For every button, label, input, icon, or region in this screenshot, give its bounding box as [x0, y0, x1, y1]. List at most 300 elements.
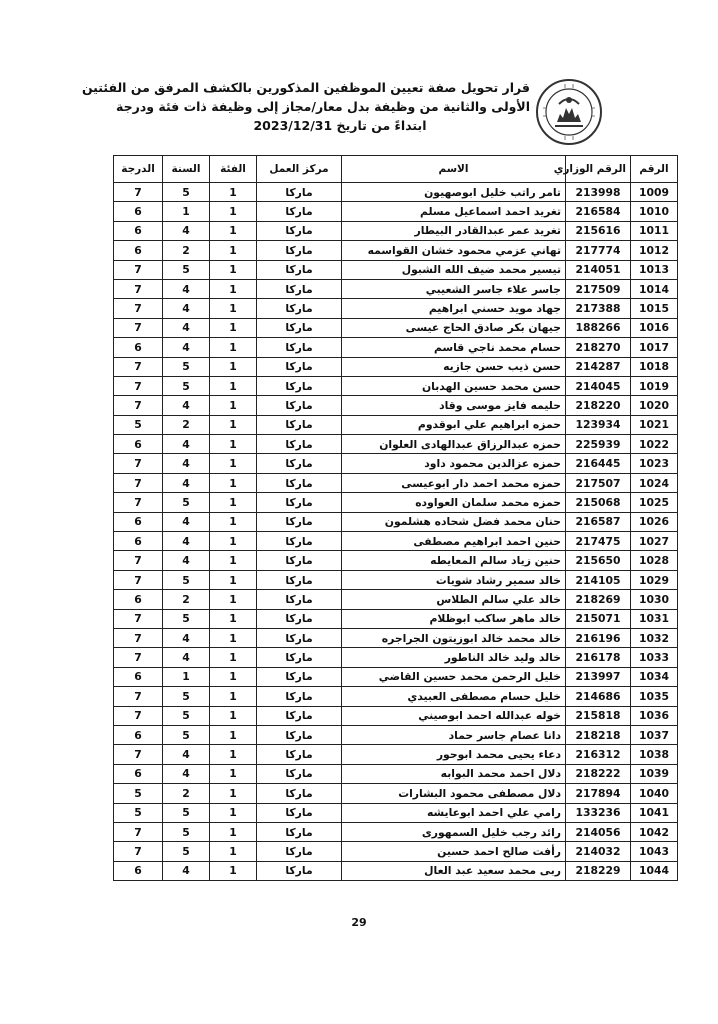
col-work-center: مركز العمل [257, 156, 342, 183]
year-cell: 4 [163, 648, 210, 667]
grade-cell: 7 [114, 706, 163, 725]
grade-cell: 7 [114, 357, 163, 376]
work-center-cell: ماركا [257, 512, 342, 531]
grade-cell: 6 [114, 764, 163, 783]
ministry-number-cell: 215068 [566, 493, 631, 512]
grade-cell: 7 [114, 299, 163, 318]
col-name: الاسم [342, 156, 566, 183]
employee-name-cell: خالد علي سالم الطلاس [342, 590, 566, 609]
ministry-number-cell: 214032 [566, 842, 631, 861]
table-row [114, 318, 678, 337]
employee-name-cell: خوله عبدالله احمد ابوصيني [342, 706, 566, 725]
category-cell: 1 [210, 532, 257, 551]
category-cell: 1 [210, 784, 257, 803]
row-number-cell: 1009 [631, 183, 678, 202]
category-cell: 1 [210, 764, 257, 783]
category-cell: 1 [210, 512, 257, 531]
work-center-cell: ماركا [257, 706, 342, 725]
work-center-cell: ماركا [257, 435, 342, 454]
table-row [114, 764, 678, 783]
year-cell: 4 [163, 454, 210, 473]
category-cell: 1 [210, 202, 257, 221]
grade-cell: 6 [114, 532, 163, 551]
employee-name-cell: حنان محمد فضل شحاده هشلمون [342, 512, 566, 531]
grade-cell: 7 [114, 454, 163, 473]
category-cell: 1 [210, 842, 257, 861]
year-cell: 4 [163, 279, 210, 298]
table-row [114, 667, 678, 686]
employee-name-cell: تيسير محمد ضيف الله الشبول [342, 260, 566, 279]
grade-cell: 7 [114, 842, 163, 861]
year-cell: 5 [163, 260, 210, 279]
category-cell: 1 [210, 183, 257, 202]
year-cell: 4 [163, 221, 210, 240]
table-row [114, 338, 678, 357]
ministry-number-cell: 214056 [566, 822, 631, 841]
grade-cell: 7 [114, 745, 163, 764]
ministry-number-cell: 218220 [566, 396, 631, 415]
employee-name-cell: رائد رجب خليل السمهورى [342, 822, 566, 841]
work-center-cell: ماركا [257, 803, 342, 822]
row-number-cell: 1036 [631, 706, 678, 725]
work-center-cell: ماركا [257, 376, 342, 395]
work-center-cell: ماركا [257, 357, 342, 376]
category-cell: 1 [210, 803, 257, 822]
employee-name-cell: حسن محمد حسين الهدبان [342, 376, 566, 395]
table-row [114, 493, 678, 512]
row-number-cell: 1018 [631, 357, 678, 376]
row-number-cell: 1017 [631, 338, 678, 357]
employee-name-cell: حسام محمد ناجي قاسم [342, 338, 566, 357]
ministry-number-cell: 218229 [566, 861, 631, 880]
category-cell: 1 [210, 822, 257, 841]
employee-name-cell: تامر راتب خليل ابوصهيون [342, 183, 566, 202]
ministry-number-cell: 133236 [566, 803, 631, 822]
table-row [114, 357, 678, 376]
table-row [114, 687, 678, 706]
ministry-number-cell: 213998 [566, 183, 631, 202]
table-row [114, 221, 678, 240]
work-center-cell: ماركا [257, 493, 342, 512]
row-number-cell: 1016 [631, 318, 678, 337]
category-cell: 1 [210, 357, 257, 376]
category-cell: 1 [210, 221, 257, 240]
row-number-cell: 1040 [631, 784, 678, 803]
employee-name-cell: خالد محمد خالد ابوزيتون الجراجره [342, 628, 566, 647]
ministry-number-cell: 216178 [566, 648, 631, 667]
col-grade: الدرجة [114, 156, 163, 183]
work-center-cell: ماركا [257, 202, 342, 221]
work-center-cell: ماركا [257, 609, 342, 628]
employee-name-cell: جهاد مويد حسني ابراهيم [342, 299, 566, 318]
work-center-cell: ماركا [257, 260, 342, 279]
employee-name-cell: حمزه محمد سلمان العواوده [342, 493, 566, 512]
ministry-number-cell: 215616 [566, 221, 631, 240]
ministry-number-cell: 217507 [566, 473, 631, 492]
table-row [114, 241, 678, 260]
year-cell: 5 [163, 376, 210, 395]
year-cell: 2 [163, 415, 210, 434]
row-number-cell: 1014 [631, 279, 678, 298]
category-cell: 1 [210, 473, 257, 492]
grade-cell: 7 [114, 396, 163, 415]
year-cell: 4 [163, 628, 210, 647]
category-cell: 1 [210, 725, 257, 744]
work-center-cell: ماركا [257, 861, 342, 880]
category-cell: 1 [210, 299, 257, 318]
employee-name-cell: حنين احمد ابراهيم مصطفى [342, 532, 566, 551]
category-cell: 1 [210, 648, 257, 667]
employees-table [113, 155, 678, 881]
table-row [114, 183, 678, 202]
row-number-cell: 1025 [631, 493, 678, 512]
employee-name-cell: دلال احمد محمد البوابه [342, 764, 566, 783]
year-cell: 4 [163, 338, 210, 357]
title-line-1: قرار تحويل صفة تعيين الموظفين المذكورين بالكشف المرفق من الفئتين [81, 80, 530, 95]
table-row [114, 784, 678, 803]
ministry-number-cell: 218269 [566, 590, 631, 609]
employee-name-cell: خليل الرحمن محمد حسين القاضي [342, 667, 566, 686]
category-cell: 1 [210, 279, 257, 298]
table-row [114, 454, 678, 473]
category-cell: 1 [210, 318, 257, 337]
employee-name-cell: خالد سمير رشاد شويات [342, 570, 566, 589]
employee-name-cell: جاسر علاء جاسر الشعيبي [342, 279, 566, 298]
category-cell: 1 [210, 861, 257, 880]
ministry-number-cell: 217894 [566, 784, 631, 803]
grade-cell: 7 [114, 318, 163, 337]
table-row [114, 551, 678, 570]
year-cell: 1 [163, 202, 210, 221]
category-cell: 1 [210, 493, 257, 512]
col-category: الفئة [210, 156, 257, 183]
grade-cell: 7 [114, 473, 163, 492]
year-cell: 4 [163, 861, 210, 880]
employee-name-cell: خالد ماهر ساكب ابوظلام [342, 609, 566, 628]
grade-cell: 5 [114, 803, 163, 822]
grade-cell: 7 [114, 551, 163, 570]
year-cell: 4 [163, 396, 210, 415]
category-cell: 1 [210, 745, 257, 764]
work-center-cell: ماركا [257, 473, 342, 492]
ministry-seal-icon [535, 78, 603, 146]
year-cell: 2 [163, 590, 210, 609]
grade-cell: 7 [114, 493, 163, 512]
work-center-cell: ماركا [257, 221, 342, 240]
grade-cell: 6 [114, 590, 163, 609]
page-number: 29 [351, 916, 367, 929]
employee-name-cell: حمزه عبدالرزاق عبدالهادى العلوان [342, 435, 566, 454]
category-cell: 1 [210, 706, 257, 725]
work-center-cell: ماركا [257, 532, 342, 551]
row-number-cell: 1042 [631, 822, 678, 841]
work-center-cell: ماركا [257, 415, 342, 434]
row-number-cell: 1013 [631, 260, 678, 279]
ministry-number-cell: 215071 [566, 609, 631, 628]
table-row [114, 415, 678, 434]
employee-name-cell: حنين زياد سالم المعايطه [342, 551, 566, 570]
ministry-number-cell: 215650 [566, 551, 631, 570]
grade-cell: 7 [114, 260, 163, 279]
grade-cell: 6 [114, 725, 163, 744]
year-cell: 4 [163, 473, 210, 492]
row-number-cell: 1033 [631, 648, 678, 667]
ministry-number-cell: 215818 [566, 706, 631, 725]
row-number-cell: 1041 [631, 803, 678, 822]
year-cell: 5 [163, 687, 210, 706]
table-header-row [114, 156, 678, 183]
grade-cell: 6 [114, 221, 163, 240]
ministry-number-cell: 217774 [566, 241, 631, 260]
year-cell: 4 [163, 551, 210, 570]
work-center-cell: ماركا [257, 551, 342, 570]
work-center-cell: ماركا [257, 241, 342, 260]
grade-cell: 7 [114, 822, 163, 841]
work-center-cell: ماركا [257, 318, 342, 337]
year-cell: 4 [163, 318, 210, 337]
grade-cell: 6 [114, 861, 163, 880]
title-line-2: الأولى والثانية من وظيفة بدل معار/مجاز إلى وظيفة ذات فئة ودرجة [116, 99, 530, 114]
category-cell: 1 [210, 338, 257, 357]
table-row [114, 861, 678, 880]
table-row [114, 822, 678, 841]
ministry-number-cell: 218270 [566, 338, 631, 357]
ministry-number-cell: 216587 [566, 512, 631, 531]
work-center-cell: ماركا [257, 764, 342, 783]
grade-cell: 7 [114, 279, 163, 298]
category-cell: 1 [210, 376, 257, 395]
category-cell: 1 [210, 435, 257, 454]
ministry-number-cell: 216445 [566, 454, 631, 473]
grade-cell: 7 [114, 648, 163, 667]
work-center-cell: ماركا [257, 842, 342, 861]
employee-name-cell: حليمه فايز موسى وقاد [342, 396, 566, 415]
year-cell: 4 [163, 532, 210, 551]
employee-name-cell: جيهان بكر صادق الحاج عيسى [342, 318, 566, 337]
year-cell: 4 [163, 764, 210, 783]
category-cell: 1 [210, 570, 257, 589]
grade-cell: 7 [114, 570, 163, 589]
grade-cell: 6 [114, 202, 163, 221]
grade-cell: 6 [114, 512, 163, 531]
year-cell: 4 [163, 435, 210, 454]
ministry-number-cell: 214287 [566, 357, 631, 376]
row-number-cell: 1027 [631, 532, 678, 551]
year-cell: 5 [163, 842, 210, 861]
ministry-number-cell: 214051 [566, 260, 631, 279]
table-row [114, 706, 678, 725]
year-cell: 5 [163, 357, 210, 376]
employee-name-cell: رأفت صالح احمد حسين [342, 842, 566, 861]
ministry-number-cell: 216584 [566, 202, 631, 221]
grade-cell: 5 [114, 415, 163, 434]
year-cell: 5 [163, 609, 210, 628]
row-number-cell: 1038 [631, 745, 678, 764]
table-row [114, 609, 678, 628]
row-number-cell: 1037 [631, 725, 678, 744]
category-cell: 1 [210, 396, 257, 415]
table-row [114, 473, 678, 492]
row-number-cell: 1044 [631, 861, 678, 880]
category-cell: 1 [210, 628, 257, 647]
ministry-number-cell: 225939 [566, 435, 631, 454]
ministry-number-cell: 213997 [566, 667, 631, 686]
col-number: الرقم [631, 156, 678, 183]
row-number-cell: 1019 [631, 376, 678, 395]
row-number-cell: 1028 [631, 551, 678, 570]
work-center-cell: ماركا [257, 687, 342, 706]
employee-name-cell: تغريد احمد اسماعيل مسلم [342, 202, 566, 221]
row-number-cell: 1032 [631, 628, 678, 647]
table-row [114, 376, 678, 395]
row-number-cell: 1034 [631, 667, 678, 686]
row-number-cell: 1031 [631, 609, 678, 628]
work-center-cell: ماركا [257, 667, 342, 686]
table-row [114, 570, 678, 589]
row-number-cell: 1043 [631, 842, 678, 861]
year-cell: 5 [163, 493, 210, 512]
work-center-cell: ماركا [257, 628, 342, 647]
table-row [114, 842, 678, 861]
col-ministry-number: الرقم الوزاري [566, 156, 631, 183]
work-center-cell: ماركا [257, 396, 342, 415]
title-line-3: ابتداءً من تاريخ 2023/12/31 [253, 118, 427, 133]
ministry-number-cell: 216196 [566, 628, 631, 647]
row-number-cell: 1012 [631, 241, 678, 260]
row-number-cell: 1029 [631, 570, 678, 589]
row-number-cell: 1030 [631, 590, 678, 609]
row-number-cell: 1021 [631, 415, 678, 434]
row-number-cell: 1011 [631, 221, 678, 240]
row-number-cell: 1026 [631, 512, 678, 531]
category-cell: 1 [210, 551, 257, 570]
table-row [114, 725, 678, 744]
table-row [114, 396, 678, 415]
work-center-cell: ماركا [257, 590, 342, 609]
row-number-cell: 1022 [631, 435, 678, 454]
table-row [114, 260, 678, 279]
work-center-cell: ماركا [257, 299, 342, 318]
employee-name-cell: ربى محمد سعيد عبد العال [342, 861, 566, 880]
table-row [114, 803, 678, 822]
grade-cell: 7 [114, 628, 163, 647]
grade-cell: 7 [114, 687, 163, 706]
table-row [114, 299, 678, 318]
table-row [114, 512, 678, 531]
ministry-number-cell: 217475 [566, 532, 631, 551]
work-center-cell: ماركا [257, 725, 342, 744]
year-cell: 5 [163, 803, 210, 822]
employee-name-cell: رامي علي احمد ابوعايشه [342, 803, 566, 822]
table-row [114, 532, 678, 551]
row-number-cell: 1020 [631, 396, 678, 415]
table-body [114, 183, 678, 881]
work-center-cell: ماركا [257, 570, 342, 589]
work-center-cell: ماركا [257, 338, 342, 357]
work-center-cell: ماركا [257, 745, 342, 764]
row-number-cell: 1039 [631, 764, 678, 783]
year-cell: 4 [163, 745, 210, 764]
grade-cell: 7 [114, 376, 163, 395]
row-number-cell: 1035 [631, 687, 678, 706]
ministry-number-cell: 217509 [566, 279, 631, 298]
ministry-number-cell: 218218 [566, 725, 631, 744]
row-number-cell: 1010 [631, 202, 678, 221]
grade-cell: 6 [114, 667, 163, 686]
category-cell: 1 [210, 609, 257, 628]
work-center-cell: ماركا [257, 183, 342, 202]
category-cell: 1 [210, 260, 257, 279]
table-row [114, 648, 678, 667]
grade-cell: 6 [114, 241, 163, 260]
work-center-cell: ماركا [257, 784, 342, 803]
employee-name-cell: حمزه ابراهيم علي ابوقدوم [342, 415, 566, 434]
row-number-cell: 1023 [631, 454, 678, 473]
employee-name-cell: تغريد عمر عبدالقادر البيطار [342, 221, 566, 240]
category-cell: 1 [210, 454, 257, 473]
work-center-cell: ماركا [257, 454, 342, 473]
work-center-cell: ماركا [257, 279, 342, 298]
year-cell: 1 [163, 667, 210, 686]
category-cell: 1 [210, 590, 257, 609]
table-row [114, 279, 678, 298]
year-cell: 5 [163, 183, 210, 202]
category-cell: 1 [210, 667, 257, 686]
employee-name-cell: حسن ذيب حسن جازيه [342, 357, 566, 376]
table-row [114, 202, 678, 221]
grade-cell: 6 [114, 338, 163, 357]
table-row [114, 435, 678, 454]
year-cell: 4 [163, 299, 210, 318]
year-cell: 2 [163, 784, 210, 803]
grade-cell: 7 [114, 609, 163, 628]
ministry-number-cell: 214105 [566, 570, 631, 589]
employee-name-cell: دلال مصطفى محمود البشارات [342, 784, 566, 803]
category-cell: 1 [210, 241, 257, 260]
employee-name-cell: خليل حسام مصطفى العبيدي [342, 687, 566, 706]
employee-name-cell: حمزه عزالدين محمود داود [342, 454, 566, 473]
employee-name-cell: تهاني عزمي محمود خشان القواسمه [342, 241, 566, 260]
year-cell: 5 [163, 822, 210, 841]
category-cell: 1 [210, 687, 257, 706]
table-row [114, 745, 678, 764]
ministry-number-cell: 218222 [566, 764, 631, 783]
employee-name-cell: دعاء يحيى محمد ابوحور [342, 745, 566, 764]
year-cell: 5 [163, 706, 210, 725]
ministry-number-cell: 214686 [566, 687, 631, 706]
decision-title [81, 78, 530, 135]
ministry-number-cell: 188266 [566, 318, 631, 337]
year-cell: 5 [163, 570, 210, 589]
work-center-cell: ماركا [257, 648, 342, 667]
ministry-number-cell: 217388 [566, 299, 631, 318]
col-year: السنة [163, 156, 210, 183]
grade-cell: 6 [114, 435, 163, 454]
category-cell: 1 [210, 415, 257, 434]
grade-cell: 5 [114, 784, 163, 803]
ministry-number-cell: 214045 [566, 376, 631, 395]
year-cell: 5 [163, 725, 210, 744]
table-row [114, 628, 678, 647]
table-row [114, 590, 678, 609]
row-number-cell: 1015 [631, 299, 678, 318]
work-center-cell: ماركا [257, 822, 342, 841]
grade-cell: 7 [114, 183, 163, 202]
ministry-number-cell: 216312 [566, 745, 631, 764]
year-cell: 2 [163, 241, 210, 260]
ministry-number-cell: 123934 [566, 415, 631, 434]
year-cell: 4 [163, 512, 210, 531]
